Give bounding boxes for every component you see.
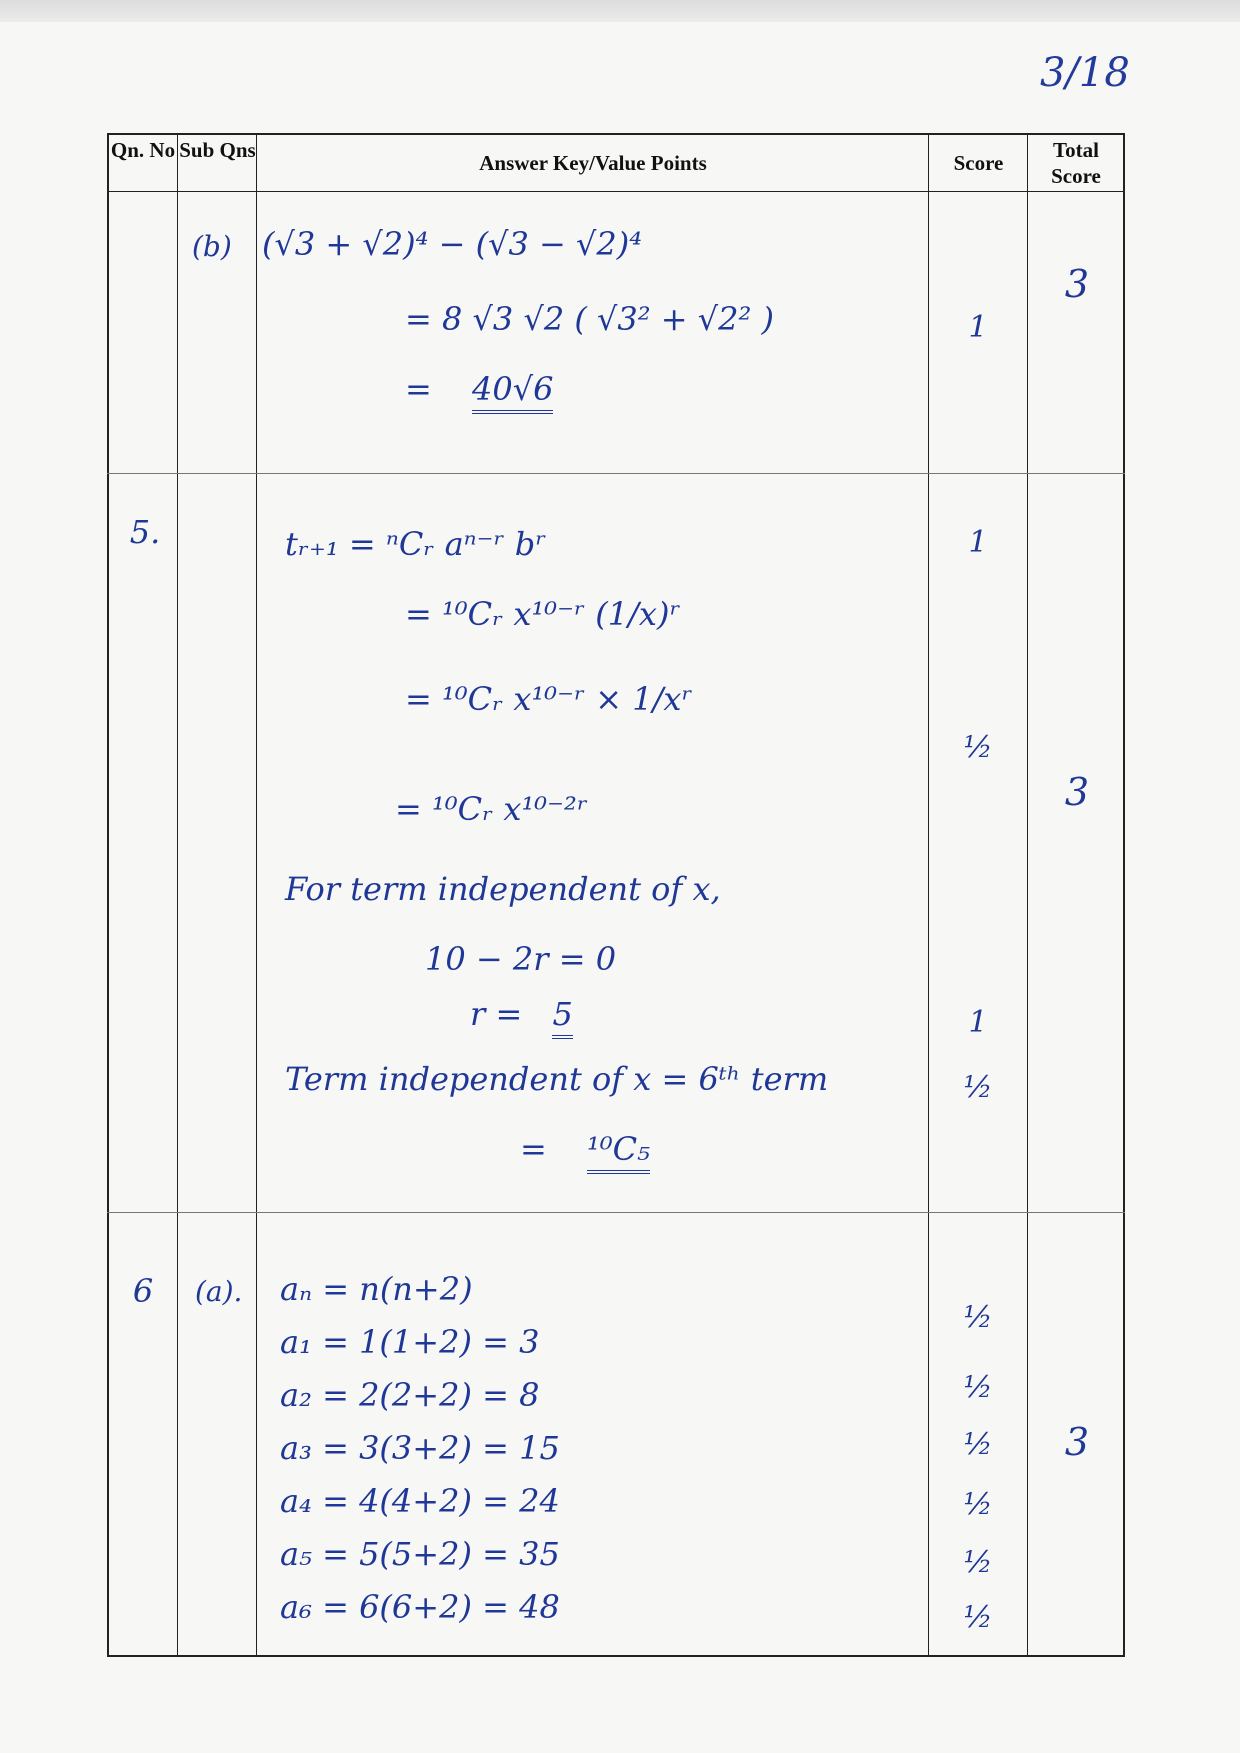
sub-question-label: (b) [192, 230, 232, 263]
answer-line: = ¹⁰Cᵣ x¹⁰⁻²ʳ [395, 790, 588, 828]
column-divider [928, 133, 929, 1657]
lhs: r = [470, 995, 523, 1033]
final-answer: 5 [552, 995, 572, 1039]
answer-line: a₆ = 6(6+2) = 48 [280, 1588, 560, 1626]
answer-line: For term independent of x, [285, 870, 721, 908]
answer-line: a₄ = 4(4+2) = 24 [280, 1482, 560, 1520]
answer-line [520, 1130, 650, 1168]
answer-line: = 8 √3 √2 ( √3² + √2² ) [405, 300, 774, 338]
score-mark: ½ [963, 1487, 993, 1522]
answer-line [470, 995, 573, 1033]
answer-line: aₙ = n(n+2) [280, 1270, 473, 1308]
answer-line: a₃ = 3(3+2) = 15 [280, 1429, 560, 1467]
equals-sign: = [520, 1130, 547, 1168]
score-mark: ½ [963, 730, 993, 765]
header-total-score: Total Score [1051, 138, 1101, 188]
total-score: 3 [1064, 770, 1090, 814]
answer-line [405, 370, 553, 408]
answer-line: a₁ = 1(1+2) = 3 [280, 1323, 540, 1361]
header-divider [107, 191, 1125, 192]
page-number: 3/18 [1040, 50, 1130, 96]
header-score: Score [953, 151, 1004, 175]
column-divider [177, 133, 178, 1657]
answer-line: a₂ = 2(2+2) = 8 [280, 1376, 540, 1414]
column-divider [256, 133, 257, 1657]
score-mark: 1 [968, 1005, 988, 1040]
equals-sign: = [405, 370, 432, 408]
row-divider [107, 1212, 1125, 1213]
question-number: 6 [132, 1272, 154, 1310]
final-answer: 40√6 [472, 370, 553, 414]
column-divider [1027, 133, 1028, 1657]
score-mark: ½ [963, 1427, 993, 1462]
answer-line: = ¹⁰Cᵣ x¹⁰⁻ʳ × 1/xʳ [405, 680, 693, 718]
answer-line: a₅ = 5(5+2) = 35 [280, 1535, 560, 1573]
total-score: 3 [1064, 1420, 1090, 1464]
row-divider [107, 473, 1125, 474]
score-mark: ½ [963, 1545, 993, 1580]
total-score: 3 [1064, 262, 1090, 306]
score-mark: ½ [963, 1370, 993, 1405]
score-mark: 1 [968, 310, 988, 345]
score-mark: ½ [963, 1070, 993, 1105]
scan-edge [0, 0, 1240, 22]
question-number: 5. [129, 513, 161, 551]
header-sub-qns: Sub Qns [179, 138, 256, 162]
answer-line: Term independent of x = 6ᵗʰ term [285, 1060, 829, 1098]
answer-line: tᵣ₊₁ = ⁿCᵣ aⁿ⁻ʳ bʳ [285, 525, 547, 563]
header-qn-no: Qn. No [110, 138, 176, 162]
header-answer-key: Answer Key/Value Points [479, 151, 707, 175]
answer-line: = ¹⁰Cᵣ x¹⁰⁻ʳ (1/x)ʳ [405, 595, 681, 633]
final-answer: ¹⁰C₅ [587, 1130, 650, 1174]
score-mark: ½ [963, 1600, 993, 1635]
answer-line: (√3 + √2)⁴ − (√3 − √2)⁴ [262, 225, 643, 263]
score-mark: ½ [963, 1300, 993, 1335]
score-mark: 1 [968, 525, 988, 560]
answer-line: 10 − 2r = 0 [425, 940, 617, 978]
sub-question-label: (a). [195, 1275, 243, 1308]
